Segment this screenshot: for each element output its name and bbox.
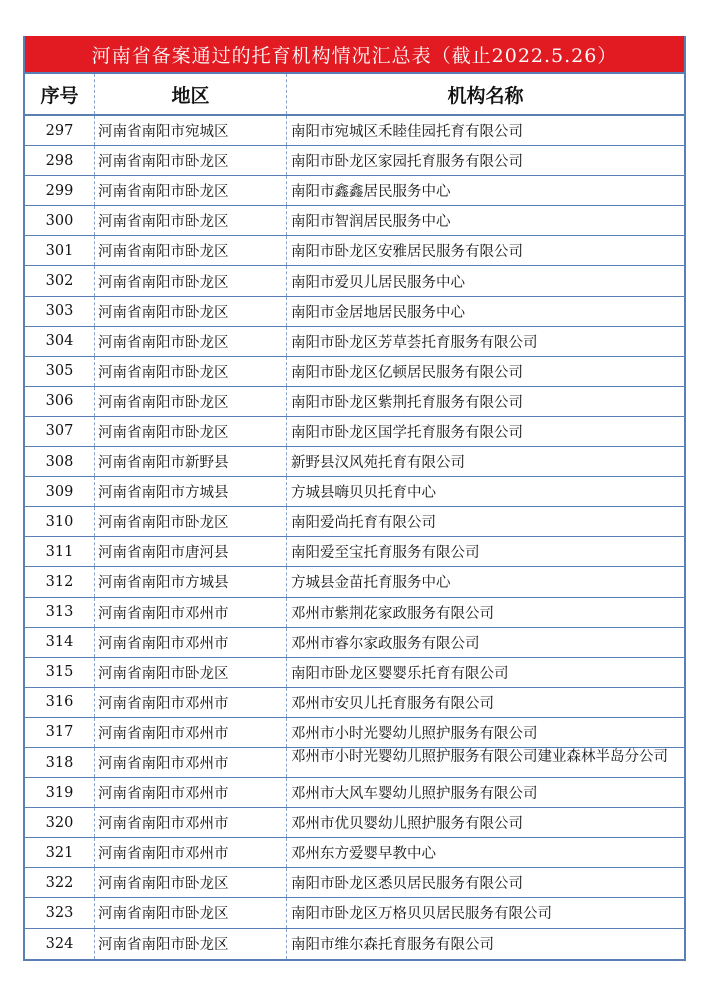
row-region: 河南省南阳市邓州市: [95, 778, 287, 807]
row-institution-name: 南阳市鑫鑫居民服务中心: [291, 184, 451, 201]
row-index: 321: [25, 838, 95, 867]
row-institution-name: 邓州市小时光婴幼儿照护服务有限公司建业森林半岛分公司: [291, 748, 668, 765]
row-index: 297: [25, 116, 95, 145]
row-institution-name: 南阳市卧龙区婴婴乐托育有限公司: [291, 665, 509, 682]
row-institution-name: 南阳市金居地居民服务中心: [291, 304, 465, 321]
row-region: 河南省南阳市卧龙区: [95, 387, 287, 416]
row-region: 河南省南阳市宛城区: [95, 116, 287, 145]
row-institution-name: 南阳市卧龙区亿顿居民服务有限公司: [291, 364, 523, 381]
row-region: 河南省南阳市卧龙区: [95, 898, 287, 927]
table-row: [25, 477, 684, 507]
row-institution-name: 南阳市维尔森托育服务有限公司: [291, 937, 494, 954]
table-row: [25, 748, 684, 778]
row-institution-name: 南阳市卧龙区万格贝贝居民服务有限公司: [291, 906, 552, 923]
row-index: 316: [25, 688, 95, 717]
row-institution-name: 南阳市卧龙区芳草荟托育服务有限公司: [291, 334, 538, 351]
row-region: 河南省南阳市卧龙区: [95, 929, 287, 959]
row-region: 河南省南阳市邓州市: [95, 838, 287, 867]
row-institution-name: 邓州市大风车婴幼儿照护服务有限公司: [291, 786, 538, 803]
row-region: 河南省南阳市卧龙区: [95, 507, 287, 536]
row-region: 河南省南阳市卧龙区: [95, 417, 287, 446]
table-row: [25, 808, 684, 838]
row-region: 河南省南阳市卧龙区: [95, 146, 287, 175]
row-institution-name: 邓州市优贝婴幼儿照护服务有限公司: [291, 816, 523, 833]
row-institution-name: 南阳市卧龙区悉贝居民服务有限公司: [291, 876, 523, 893]
table-row: [25, 146, 684, 176]
table-row: [25, 357, 684, 387]
row-institution-name: 南阳市卧龙区国学托育服务有限公司: [291, 424, 523, 441]
row-index: 308: [25, 447, 95, 476]
row-index: 312: [25, 567, 95, 596]
row-region: 河南省南阳市邓州市: [95, 688, 287, 717]
table-row: [25, 327, 684, 357]
table-row: [25, 176, 684, 206]
row-region: 河南省南阳市卧龙区: [95, 236, 287, 265]
row-region: 河南省南阳市卧龙区: [95, 176, 287, 205]
row-index: 324: [25, 929, 95, 959]
row-institution-name: 南阳爱尚托育有限公司: [291, 515, 436, 532]
table-row: [25, 507, 684, 537]
row-index: 307: [25, 417, 95, 446]
row-region: 河南省南阳市卧龙区: [95, 327, 287, 356]
row-index: 302: [25, 266, 95, 295]
table-body: [25, 116, 684, 959]
row-region: 河南省南阳市方城县: [95, 567, 287, 596]
header-index: 序号: [25, 74, 95, 114]
row-index: 319: [25, 778, 95, 807]
row-region: 河南省南阳市邓州市: [95, 748, 287, 777]
row-index: 323: [25, 898, 95, 927]
row-region: 河南省南阳市方城县: [95, 477, 287, 506]
table-row: [25, 688, 684, 718]
row-index: 318: [25, 748, 95, 777]
row-institution-name: 方城县嗨贝贝托育中心: [291, 485, 436, 502]
row-index: 301: [25, 236, 95, 265]
row-institution-name: 邓州市紫荆花家政服务有限公司: [291, 605, 494, 622]
table-row: [25, 628, 684, 658]
row-index: 309: [25, 477, 95, 506]
row-region: 河南省南阳市新野县: [95, 447, 287, 476]
table-row: [25, 537, 684, 567]
row-institution-name: 南阳市宛城区禾睦佳园托育有限公司: [291, 124, 523, 141]
row-institution-name: 南阳市卧龙区家园托育服务有限公司: [291, 154, 523, 171]
table-title: 河南省备案通过的托育机构情况汇总表（截止2022.5.26）: [25, 36, 684, 74]
row-region: 河南省南阳市邓州市: [95, 808, 287, 837]
table-row: [25, 116, 684, 146]
row-index: 322: [25, 868, 95, 897]
row-region: 河南省南阳市卧龙区: [95, 357, 287, 386]
table-row: [25, 297, 684, 327]
row-institution-name: 南阳市卧龙区紫荆托育服务有限公司: [291, 394, 523, 411]
registry-table: [23, 36, 686, 961]
row-region: 河南省南阳市卧龙区: [95, 297, 287, 326]
row-index: 306: [25, 387, 95, 416]
table-row: [25, 206, 684, 236]
table-row: [25, 567, 684, 597]
row-index: 314: [25, 628, 95, 657]
row-index: 298: [25, 146, 95, 175]
row-region: 河南省南阳市唐河县: [95, 537, 287, 566]
row-index: 317: [25, 718, 95, 747]
row-institution-name: 方城县金苗托育服务中心: [291, 575, 451, 592]
header-name: 机构名称: [447, 84, 524, 107]
table-row: [25, 417, 684, 447]
row-index: 300: [25, 206, 95, 235]
row-index: 303: [25, 297, 95, 326]
row-index: 313: [25, 598, 95, 627]
row-institution-name: 南阳市爱贝儿居民服务中心: [291, 274, 465, 291]
row-index: 305: [25, 357, 95, 386]
row-institution-name: 邓州东方爱婴早教中心: [291, 846, 436, 863]
row-index: 299: [25, 176, 95, 205]
header-region: 地区: [95, 74, 287, 114]
table-row: [25, 387, 684, 417]
table-row: [25, 778, 684, 808]
row-index: 304: [25, 327, 95, 356]
row-region: 河南省南阳市邓州市: [95, 598, 287, 627]
row-region: 河南省南阳市邓州市: [95, 718, 287, 747]
row-region: 河南省南阳市卧龙区: [95, 658, 287, 687]
row-region: 河南省南阳市卧龙区: [95, 868, 287, 897]
row-region: 河南省南阳市卧龙区: [95, 266, 287, 295]
table-row: [25, 598, 684, 628]
table-row: [25, 838, 684, 868]
row-institution-name: 邓州市睿尔家政服务有限公司: [291, 635, 480, 652]
row-region: 河南省南阳市卧龙区: [95, 206, 287, 235]
table-row: [25, 898, 684, 928]
row-index: 311: [25, 537, 95, 566]
row-institution-name: 南阳市智润居民服务中心: [291, 214, 451, 231]
row-institution-name: 邓州市小时光婴幼儿照护服务有限公司: [291, 725, 538, 742]
table-row: [25, 718, 684, 748]
table-row: [25, 929, 684, 959]
table-row: [25, 447, 684, 477]
table-row: [25, 658, 684, 688]
row-index: 320: [25, 808, 95, 837]
row-index: 310: [25, 507, 95, 536]
row-region: 河南省南阳市邓州市: [95, 628, 287, 657]
table-header-row: [25, 74, 684, 116]
row-institution-name: 新野县汉风苑托育有限公司: [291, 455, 465, 472]
row-institution-name: 南阳爱至宝托育服务有限公司: [291, 545, 480, 562]
row-institution-name: 南阳市卧龙区安雅居民服务有限公司: [291, 244, 523, 261]
table-row: [25, 236, 684, 266]
row-institution-name: 邓州市安贝儿托育服务有限公司: [291, 695, 494, 712]
row-index: 315: [25, 658, 95, 687]
table-row: [25, 868, 684, 898]
table-row: [25, 266, 684, 296]
